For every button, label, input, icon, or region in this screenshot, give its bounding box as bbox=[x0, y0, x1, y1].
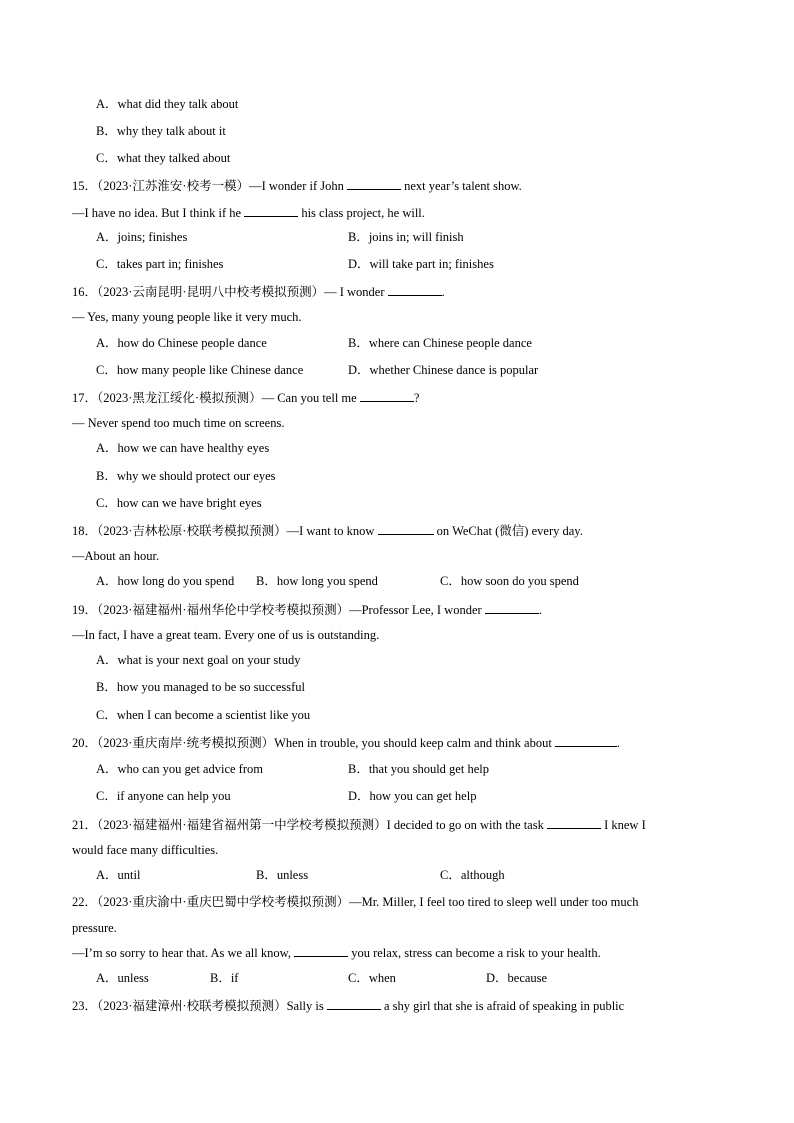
q21-option-b: B．unless bbox=[256, 868, 309, 882]
q15-reply bbox=[72, 204, 425, 221]
q19-stem-after: . bbox=[538, 603, 542, 617]
q22-option-a: A．unless bbox=[96, 971, 149, 985]
q18-blank bbox=[378, 522, 434, 535]
q17-blank bbox=[360, 389, 414, 402]
q23-stem-after: a shy girl that she is afraid of speaking in public bbox=[380, 999, 625, 1013]
q14-option-a: A．what did they talk about bbox=[96, 97, 239, 111]
q17-option-c: C．how can we have bright eyes bbox=[96, 496, 262, 510]
q15-reply-after: his class project, he will. bbox=[298, 206, 425, 220]
q20-option-c: C．if anyone can help you bbox=[96, 789, 231, 803]
q18-option-a: A．how long do you spend bbox=[96, 574, 235, 588]
q15-reply-before: —I have no idea. But I think if he bbox=[72, 206, 245, 220]
q15-stem-before: 15．（2023·江苏淮安·校考一模）—I wonder if John bbox=[72, 179, 347, 193]
q20-option-a: A．who can you get advice from bbox=[96, 762, 263, 776]
q20-option-b: B．that you should get help bbox=[348, 762, 489, 776]
q18-stem-after: on WeChat (微信) every day. bbox=[433, 524, 583, 538]
q22-reply-after: you relax, stress can become a risk to your health. bbox=[348, 946, 601, 960]
q16-stem bbox=[72, 283, 445, 300]
q22-option-c: C．when bbox=[348, 971, 396, 985]
q16-option-c: C．how many people like Chinese dance bbox=[96, 363, 304, 377]
q22-option-d: D．because bbox=[486, 971, 548, 985]
q14-option-c: C．what they talked about bbox=[96, 151, 231, 165]
q22-blank bbox=[294, 944, 348, 957]
q16-option-a: A．how do Chinese people dance bbox=[96, 336, 267, 350]
q21-stem-continued: would face many difficulties. bbox=[72, 843, 219, 857]
q15-stem bbox=[72, 177, 522, 194]
q14-option-b: B．why they talk about it bbox=[96, 124, 226, 138]
q21-stem bbox=[72, 816, 646, 833]
q16-blank bbox=[388, 283, 442, 296]
q17-option-b: B．why we should protect our eyes bbox=[96, 469, 276, 483]
q17-reply: — Never spend too much time on screens. bbox=[72, 416, 285, 430]
q16-stem-after: . bbox=[441, 285, 445, 299]
q21-option-a: A．until bbox=[96, 868, 141, 882]
q17-stem bbox=[72, 389, 419, 406]
q16-reply: — Yes, many young people like it very much. bbox=[72, 310, 302, 324]
q20-stem bbox=[72, 734, 620, 751]
q21-stem-after: I knew I bbox=[600, 818, 646, 832]
q22-reply bbox=[72, 944, 601, 961]
q19-option-b: B．how you managed to be so successful bbox=[96, 680, 305, 694]
q23-blank bbox=[327, 997, 381, 1010]
q21-stem-before: 21．（2023·福建福州·福建省福州第一中学校考模拟预测）I decided to go on with the task bbox=[72, 818, 547, 832]
q20-stem-before: 20．（2023·重庆南岸·统考模拟预测）When in trouble, you should keep calm and think about bbox=[72, 736, 555, 750]
q23-stem bbox=[72, 997, 624, 1014]
q19-option-c: C．when I can become a scientist like you bbox=[96, 708, 311, 722]
q19-reply: —In fact, I have a great team. Every one of us is outstanding. bbox=[72, 628, 380, 642]
q23-stem-before: 23．（2023·福建漳州·校联考模拟预测）Sally is bbox=[72, 999, 327, 1013]
q16-stem-before: 16．（2023·云南昆明·昆明八中校考模拟预测）— I wonder bbox=[72, 285, 388, 299]
q16-option-b: B．where can Chinese people dance bbox=[348, 336, 532, 350]
q18-option-c: C．how soon do you spend bbox=[440, 574, 579, 588]
q20-stem-after: . bbox=[616, 736, 621, 750]
q17-stem-before: 17．（2023·黑龙江绥化·模拟预测）— Can you tell me bbox=[72, 391, 360, 405]
q16-option-d: D．whether Chinese dance is popular bbox=[348, 363, 539, 377]
q22-stem-continued: pressure. bbox=[72, 921, 117, 935]
q18-stem-before: 18．（2023·吉林松原·校联考模拟预测）—I want to know bbox=[72, 524, 378, 538]
q18-reply: —About an hour. bbox=[72, 549, 160, 563]
q22-option-b: B．if bbox=[210, 971, 239, 985]
q17-option-a: A．how we can have healthy eyes bbox=[96, 441, 270, 455]
q20-blank bbox=[555, 734, 617, 747]
q20-option-d: D．how you can get help bbox=[348, 789, 477, 803]
q19-stem bbox=[72, 601, 542, 618]
q17-stem-after: ? bbox=[413, 391, 420, 405]
q21-option-c: C．although bbox=[440, 868, 505, 882]
q15-option-c: C．takes part in; finishes bbox=[96, 257, 224, 271]
q15-option-d: D．will take part in; finishes bbox=[348, 257, 494, 271]
q19-blank bbox=[485, 601, 539, 614]
q22-stem: 22．（2023·重庆渝中·重庆巴蜀中学校考模拟预测）—Mr. Miller, I feel too tired to sleep well under too much bbox=[72, 895, 639, 909]
q15-blank-2 bbox=[244, 204, 298, 217]
q22-reply-before: —I’m so sorry to hear that. As we all know, bbox=[72, 946, 295, 960]
q19-stem-before: 19．（2023·福建福州·福州华伦中学校考模拟预测）—Professor Lee, I wonder bbox=[72, 603, 485, 617]
q15-blank-1 bbox=[347, 177, 401, 190]
q19-option-a: A．what is your next goal on your study bbox=[96, 653, 301, 667]
q18-stem bbox=[72, 522, 583, 539]
q21-blank bbox=[547, 816, 601, 829]
q15-option-b: B．joins in; will finish bbox=[348, 230, 464, 244]
q18-option-b: B．how long you spend bbox=[256, 574, 378, 588]
q15-option-a: A．joins; finishes bbox=[96, 230, 188, 244]
q15-stem-after: next year’s talent show. bbox=[400, 179, 522, 193]
